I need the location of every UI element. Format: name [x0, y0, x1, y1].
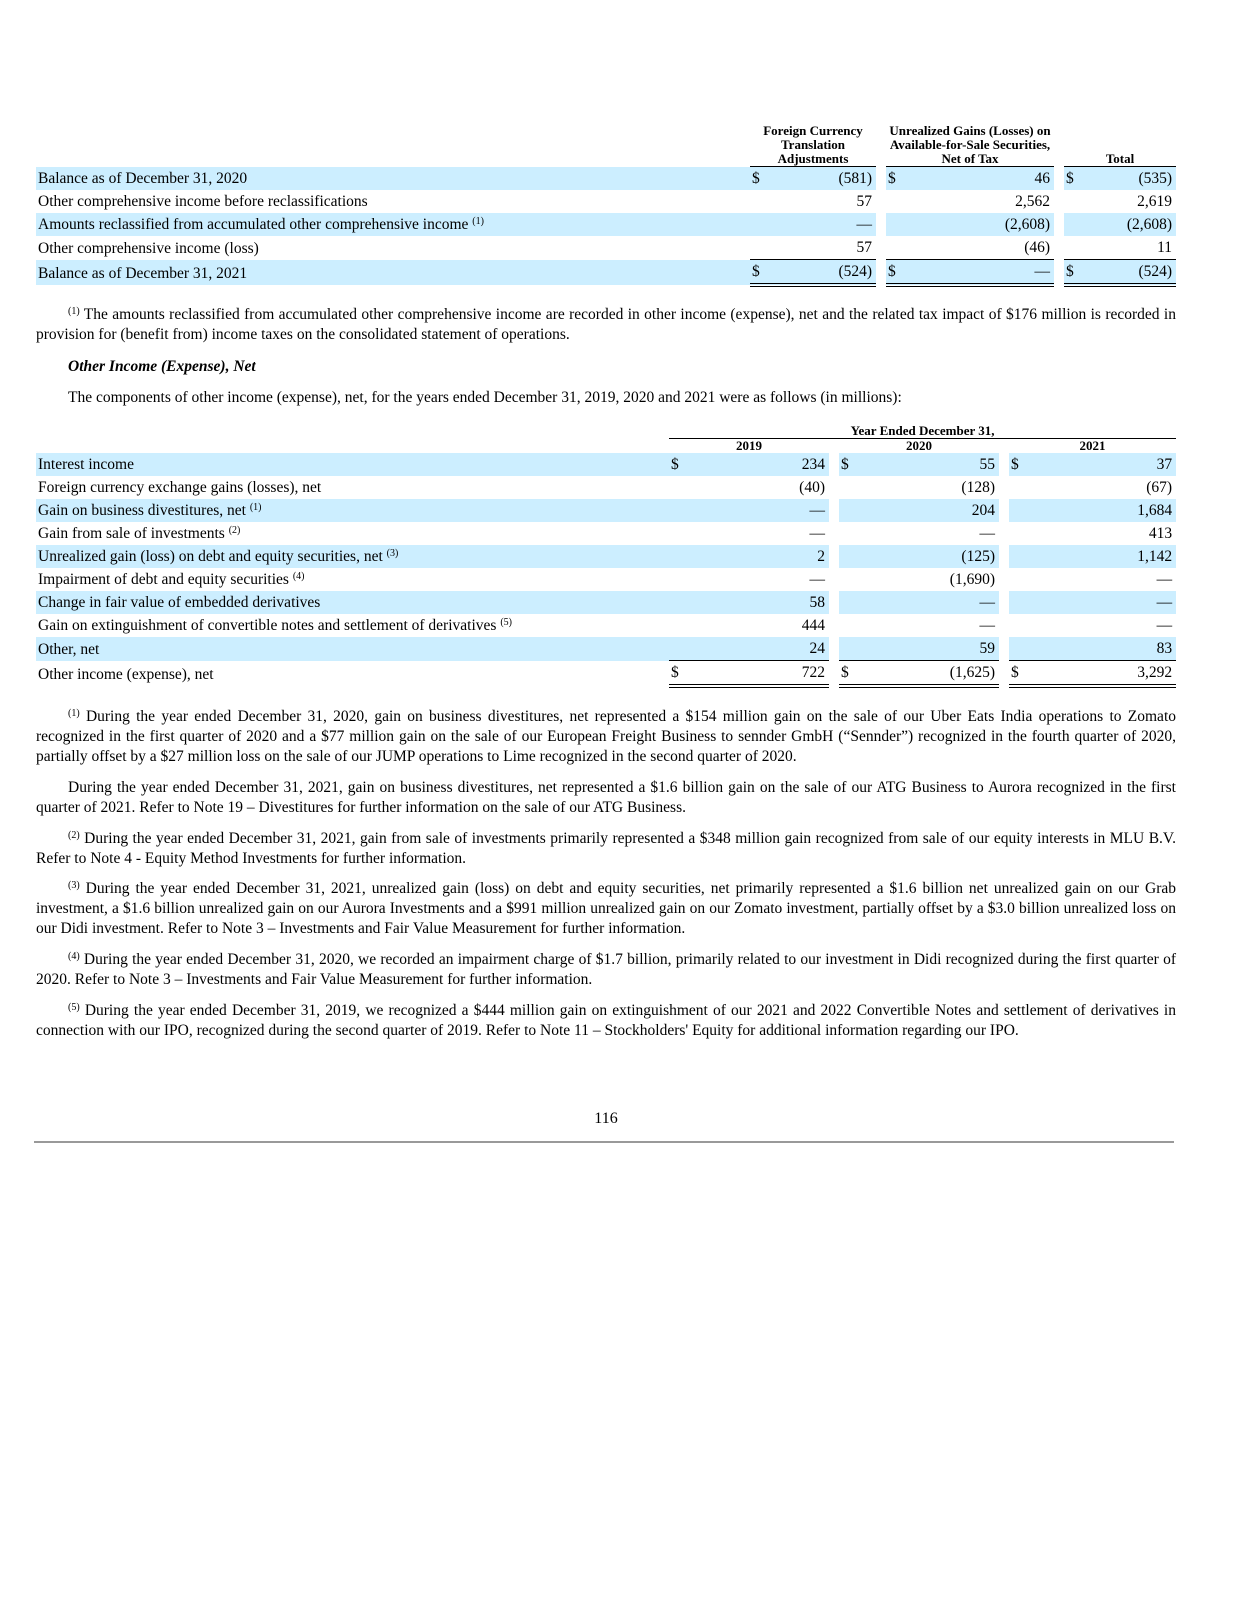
other-income-table [36, 424, 1176, 688]
value-2020: — [859, 591, 999, 614]
footnote-2 [36, 829, 1176, 869]
dollar-sign-2020 [839, 522, 859, 545]
dollar-sign-2021 [1009, 568, 1029, 591]
section-heading-block [36, 357, 1176, 377]
table-row [36, 499, 1176, 522]
spacer [829, 522, 839, 545]
row-label-text: Balance as of December 31, 2020 [38, 170, 248, 187]
row-label-text: Balance as of December 31, 2021 [38, 265, 248, 282]
dollar-sign-2019 [669, 591, 689, 614]
row-label-text: Gain on business divestitures, net [38, 502, 246, 519]
footnote-1-continued [36, 778, 1176, 818]
footnote-ref: (1) [472, 216, 484, 227]
dollar-sign-2020 [839, 476, 859, 499]
row-label [36, 213, 750, 236]
spacer [829, 545, 839, 568]
row-label [36, 260, 750, 286]
row-label-text: Impairment of debt and equity securities [38, 571, 289, 588]
total-value: 11 [1084, 236, 1176, 260]
value-2019: — [809, 525, 825, 542]
aoci-footnote [36, 305, 1176, 345]
dollar-sign-2021 [1009, 476, 1029, 499]
footnote-ref: (5) [500, 617, 512, 628]
aoci-header-row [36, 124, 1176, 167]
section-heading: Other Income (Expense), Net [68, 358, 256, 375]
value-2020: — [979, 525, 995, 542]
spacer [876, 167, 886, 191]
unrealized-value: (46) [906, 236, 1054, 260]
unrealized-value: 2,562 [1015, 193, 1051, 210]
value-2019: 444 [801, 617, 825, 634]
footnote-text: During the year ended December 31, 2019, we recognized a $444 million gain on extinguishment of our 2021 and 2022 Convertible Notes and settlement of derivatives in connection with our IPO, recognized during the second quarter of 2019. Refer to Note 11 – Stockholders' Equity for additional information regarding our IPO. [36, 1002, 1176, 1039]
dollar-sign-2020 [839, 545, 859, 568]
row-label [36, 499, 669, 522]
value-2021: — [1029, 591, 1176, 614]
value-2020: 59 [859, 637, 999, 661]
total-value: (2,608) [1084, 213, 1176, 236]
value-2021: 37 [1029, 453, 1176, 476]
dollar-sign-2019 [669, 499, 689, 522]
table-row [36, 236, 1176, 260]
table-row [36, 614, 1176, 637]
value-2021: 3,292 [1029, 661, 1176, 687]
table-row [36, 522, 1176, 545]
unrealized-dollar-sign [886, 213, 906, 236]
spacer [829, 453, 839, 476]
spacer [999, 661, 1009, 687]
value-2021: (67) [1146, 479, 1173, 496]
value-2019: 234 [689, 453, 829, 476]
table-row [36, 568, 1176, 591]
footnote-1 [36, 707, 1176, 767]
fx-dollar-sign: $ [750, 167, 770, 191]
footer-rule [34, 1141, 1174, 1143]
fx-dollar-sign [750, 213, 770, 236]
fx-value: (581) [770, 167, 876, 191]
table-row [36, 591, 1176, 614]
row-label-text: Other comprehensive income before reclassifications [38, 193, 368, 210]
footnote-ref: (1) [249, 502, 262, 513]
value-2020: (1,690) [949, 571, 995, 588]
spacer [999, 614, 1009, 637]
footnote-ref: (3) [386, 548, 399, 559]
unrealized-dollar-sign: $ [886, 167, 906, 191]
spacer [999, 499, 1009, 522]
table-row [36, 190, 1176, 213]
value-2020: (128) [961, 479, 995, 496]
spacer [1054, 236, 1064, 260]
row-label-text: Change in fair value of embedded derivatives [38, 594, 321, 611]
fx-dollar-sign [750, 190, 770, 213]
unrealized-dollar-sign [886, 236, 906, 260]
dollar-sign-2021: $ [1009, 661, 1029, 687]
row-label [36, 476, 669, 499]
table-row [36, 476, 1176, 499]
period-header-row [36, 424, 1176, 439]
header-fx: Foreign Currency Translation Adjustments [750, 124, 876, 167]
dollar-sign-2019 [669, 476, 689, 499]
value-2019: 58 [689, 591, 829, 614]
footnote-marker: (1) [68, 306, 80, 317]
year-2020: 2020 [906, 438, 932, 453]
footnote-5 [36, 1001, 1176, 1041]
spacer [999, 568, 1009, 591]
footnote-text: During the year ended December 31, 2020, we recorded an impairment charge of $1.7 billion, primarily related to our investment in Didi recognized during the first quarter of 2020. Refer to Note 3 – Investments and Fair Value Measurement for further information. [36, 951, 1176, 988]
unrealized-dollar-sign [886, 190, 906, 213]
value-2020: (1,625) [859, 661, 999, 687]
total-dollar-sign: $ [1064, 260, 1084, 286]
fx-value: 57 [856, 193, 873, 210]
row-label-text: Unrealized gain (loss) on debt and equity securities, net [38, 548, 383, 565]
row-label-text: Gain on extinguishment of convertible notes and settlement of derivatives [38, 617, 497, 634]
spacer [1054, 213, 1064, 236]
value-2021: 83 [1029, 637, 1176, 661]
table-row [36, 453, 1176, 476]
row-label-text: Other, net [38, 640, 100, 658]
row-label [36, 568, 669, 591]
row-label [36, 522, 669, 545]
spacer [999, 476, 1009, 499]
footnote-ref: (4) [292, 571, 305, 582]
spacer [1054, 260, 1064, 286]
dollar-sign-2019: $ [669, 453, 689, 476]
table-row [36, 661, 1176, 687]
total-value: (535) [1084, 167, 1176, 191]
row-label [36, 545, 669, 568]
value-2021: 1,142 [1029, 545, 1176, 568]
spacer [829, 637, 839, 661]
aoci-table [36, 124, 1176, 287]
spacer [999, 637, 1009, 661]
dollar-sign-2021 [1009, 614, 1029, 637]
total-dollar-sign [1064, 236, 1084, 260]
value-2019: 2 [689, 545, 829, 568]
dollar-sign-2019 [669, 545, 689, 568]
dollar-sign-2019 [669, 637, 689, 661]
table-row [36, 213, 1176, 236]
dollar-sign-2021: $ [1009, 453, 1029, 476]
dollar-sign-2020: $ [839, 661, 859, 687]
fx-value: (524) [770, 260, 876, 286]
section-intro-block [36, 388, 1176, 408]
spacer [1054, 190, 1064, 213]
unrealized-value: 46 [906, 167, 1054, 191]
row-label-text: Other comprehensive income (loss) [38, 239, 259, 257]
footnote-4 [36, 950, 1176, 990]
dollar-sign-2020 [839, 591, 859, 614]
value-2020: 204 [859, 499, 999, 522]
fx-value: 57 [770, 236, 876, 260]
row-label-text: Amounts reclassified from accumulated other comprehensive income [38, 216, 469, 233]
table-row [36, 167, 1176, 191]
footnote-ref: (2) [228, 525, 241, 536]
header-unrealized: Unrealized Gains (Losses) on Available-for-Sale Securities, Net of Tax [886, 124, 1054, 167]
section-intro: The components of other income (expense), net, for the years ended December 31, 2019, 2020 and 2021 were as follows (in millions): [68, 389, 902, 406]
table-row [36, 260, 1176, 286]
row-label [36, 236, 750, 260]
page-number: 116 [594, 1110, 618, 1127]
value-2021: — [1156, 617, 1173, 634]
value-2019: 722 [689, 661, 829, 687]
spacer [829, 661, 839, 687]
fx-dollar-sign: $ [750, 260, 770, 286]
dollar-sign-2021 [1009, 591, 1029, 614]
table-row [36, 637, 1176, 661]
footnote-text: During the year ended December 31, 2021, gain from sale of investments primarily represented a $348 million gain recognized from sale of our equity interests in MLU B.V. Refer to Note 4 - Equity Method Investments for further information. [36, 830, 1176, 867]
row-label [36, 661, 669, 687]
spacer [829, 591, 839, 614]
spacer [829, 614, 839, 637]
value-2021: 1,684 [1029, 499, 1176, 522]
dollar-sign-2020 [839, 637, 859, 661]
row-label [36, 167, 750, 191]
value-2020: (125) [859, 545, 999, 568]
year-2019: 2019 [736, 438, 762, 453]
footnote-marker: (1) [68, 708, 80, 719]
row-label [36, 614, 669, 637]
dollar-sign-2021 [1009, 522, 1029, 545]
spacer [999, 591, 1009, 614]
year-2021: 2021 [1079, 438, 1106, 453]
spacer [829, 476, 839, 499]
footnote-3 [36, 879, 1176, 939]
value-2020: — [979, 617, 995, 634]
value-2019: (40) [799, 479, 825, 496]
spacer [876, 236, 886, 260]
unrealized-dollar-sign: $ [886, 260, 906, 286]
header-total: Total [1064, 124, 1176, 167]
spacer [999, 453, 1009, 476]
dollar-sign-2020: $ [839, 453, 859, 476]
dollar-sign-2020 [839, 568, 859, 591]
spacer [876, 213, 886, 236]
footnote-text: During the year ended December 31, 2021, unrealized gain (loss) on debt and equity securities, net primarily represented a $1.6 billion net unrealized gain on our Grab investment, a $1.6 billion unrealized gain on our Aurora Investments and a $991 million unrealized gain on our Zomato investment, partially offset by a $3.0 billion unrealized loss on our Didi investment. Refer to Note 3 – Investments and Fair Value Measurement for further information. [36, 880, 1176, 937]
row-label-text: Gain from sale of investments [38, 525, 225, 542]
value-2019: — [809, 571, 825, 588]
spacer [829, 568, 839, 591]
footnote-marker: (2) [68, 830, 80, 841]
dollar-sign-2019 [669, 614, 689, 637]
year-header-row [36, 439, 1176, 454]
footnote-text: During the year ended December 31, 2021, gain on business divestitures, net represented a $1.6 billion gain on the sale of our ATG Business to Aurora recognized in the first quarter of 2021. Refer to Note 19 – Divestitures for further information on the sale of our ATG Business. [36, 779, 1176, 816]
fx-dollar-sign [750, 236, 770, 260]
spacer [876, 190, 886, 213]
total-value: (524) [1084, 260, 1176, 286]
footnote-marker: (5) [68, 1002, 80, 1013]
row-label-text: Interest income [38, 456, 134, 473]
dollar-sign-2021 [1009, 637, 1029, 661]
spacer [1054, 167, 1064, 191]
row-label [36, 637, 669, 661]
dollar-sign-2019 [669, 568, 689, 591]
row-label-text: Other income (expense), net [38, 666, 214, 683]
fx-value: — [770, 213, 876, 236]
spacer [999, 522, 1009, 545]
value-2020: 55 [859, 453, 999, 476]
footnote-marker: (3) [68, 880, 80, 891]
dollar-sign-2021 [1009, 499, 1029, 522]
footnote-marker: (4) [68, 951, 80, 962]
spacer [999, 545, 1009, 568]
total-dollar-sign [1064, 213, 1084, 236]
total-value: 2,619 [1137, 193, 1173, 210]
dollar-sign-2021 [1009, 545, 1029, 568]
row-label [36, 591, 669, 614]
period-header: Year Ended December 31, [669, 424, 1176, 439]
total-dollar-sign [1064, 190, 1084, 213]
value-2019: — [689, 499, 829, 522]
table-row [36, 545, 1176, 568]
dollar-sign-2020 [839, 614, 859, 637]
value-2021: — [1156, 571, 1173, 588]
row-label [36, 453, 669, 476]
spacer [829, 499, 839, 522]
unrealized-value: (2,608) [906, 213, 1054, 236]
unrealized-value: — [906, 260, 1054, 286]
dollar-sign-2020 [839, 499, 859, 522]
value-2019: 24 [689, 637, 829, 661]
row-label-text: Foreign currency exchange gains (losses), net [38, 479, 322, 496]
row-label [36, 190, 750, 213]
total-dollar-sign: $ [1064, 167, 1084, 191]
dollar-sign-2019 [669, 522, 689, 545]
dollar-sign-2019: $ [669, 661, 689, 687]
footnote-text: During the year ended December 31, 2020, gain on business divestitures, net represented a $154 million gain on the sale of our Uber Eats India operations to Zomato recognized in the first quarter of 2020 and a $77 million gain on the sale of our European Freight Business to sennder GmbH (“Sennder”) recognized in the fourth quarter of 2020, partially offset by a $27 million loss on the sale of our JUMP operations to Lime recognized in the second quarter of 2020. [36, 708, 1176, 765]
spacer [876, 260, 886, 286]
footnote-text: The amounts reclassified from accumulated other comprehensive income are recorded in other income (expense), net and the related tax impact of $176 million is recorded in provision for (benefit from) income taxes on the consolidated statement of operations. [36, 306, 1176, 343]
value-2021: 413 [1148, 525, 1173, 542]
